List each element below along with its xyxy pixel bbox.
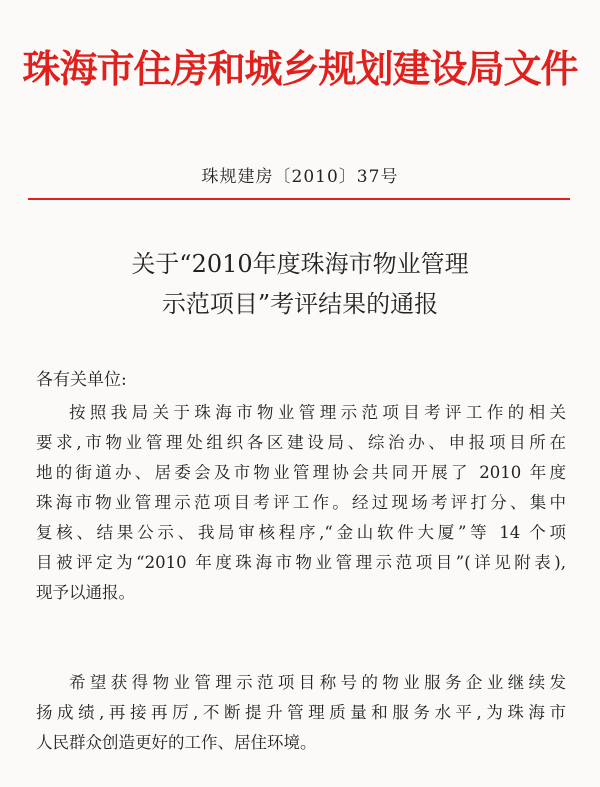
paragraph-line: 扬成绩,再接再厉,不断提升管理质量和服务水平,为珠海市: [36, 703, 566, 722]
paragraph-line: 人民群众创造更好的工作、居住环境。: [36, 733, 317, 752]
document-title: [0, 244, 600, 324]
issuer-header: 珠海市住房和城乡规划建设局文件: [22, 47, 578, 91]
paragraph-line: 现予以通报。: [36, 583, 135, 602]
paragraph-line: 目被评定为“2010 年度珠海市物业管理示范项目”(详见附表),: [36, 553, 566, 572]
title-line-2: 示范项目”考评结果的通报: [161, 290, 439, 318]
title-line-1: 关于“2010年度珠海市物业管理: [131, 250, 469, 278]
paragraph-line: 要求,市物业管理处组织各区建设局、综治办、申报项目所在: [36, 433, 566, 452]
paragraph-line: 珠海市物业管理示范项目考评工作。经过现场考评打分、集中: [36, 493, 566, 512]
paragraph-line: 按照我局关于珠海市物业管理示范项目考评工作的相关: [69, 403, 566, 422]
salutation: 各有关单位:: [36, 370, 127, 390]
paragraph-line: 复核、结果公示、我局审核程序,“金山软件大厦”等 14 个项: [36, 523, 566, 542]
red-divider-line: [28, 198, 570, 200]
paragraph-1: [36, 398, 566, 608]
paragraph-line: 地的街道办、居委会及市物业管理协会共同开展了 2010 年度: [36, 463, 566, 482]
document-number: 珠规建房〔2010〕37号: [201, 167, 399, 187]
paragraph-line: 希望获得物业管理示范项目称号的物业服务企业继续发: [69, 673, 566, 692]
paragraph-2: [36, 668, 566, 758]
